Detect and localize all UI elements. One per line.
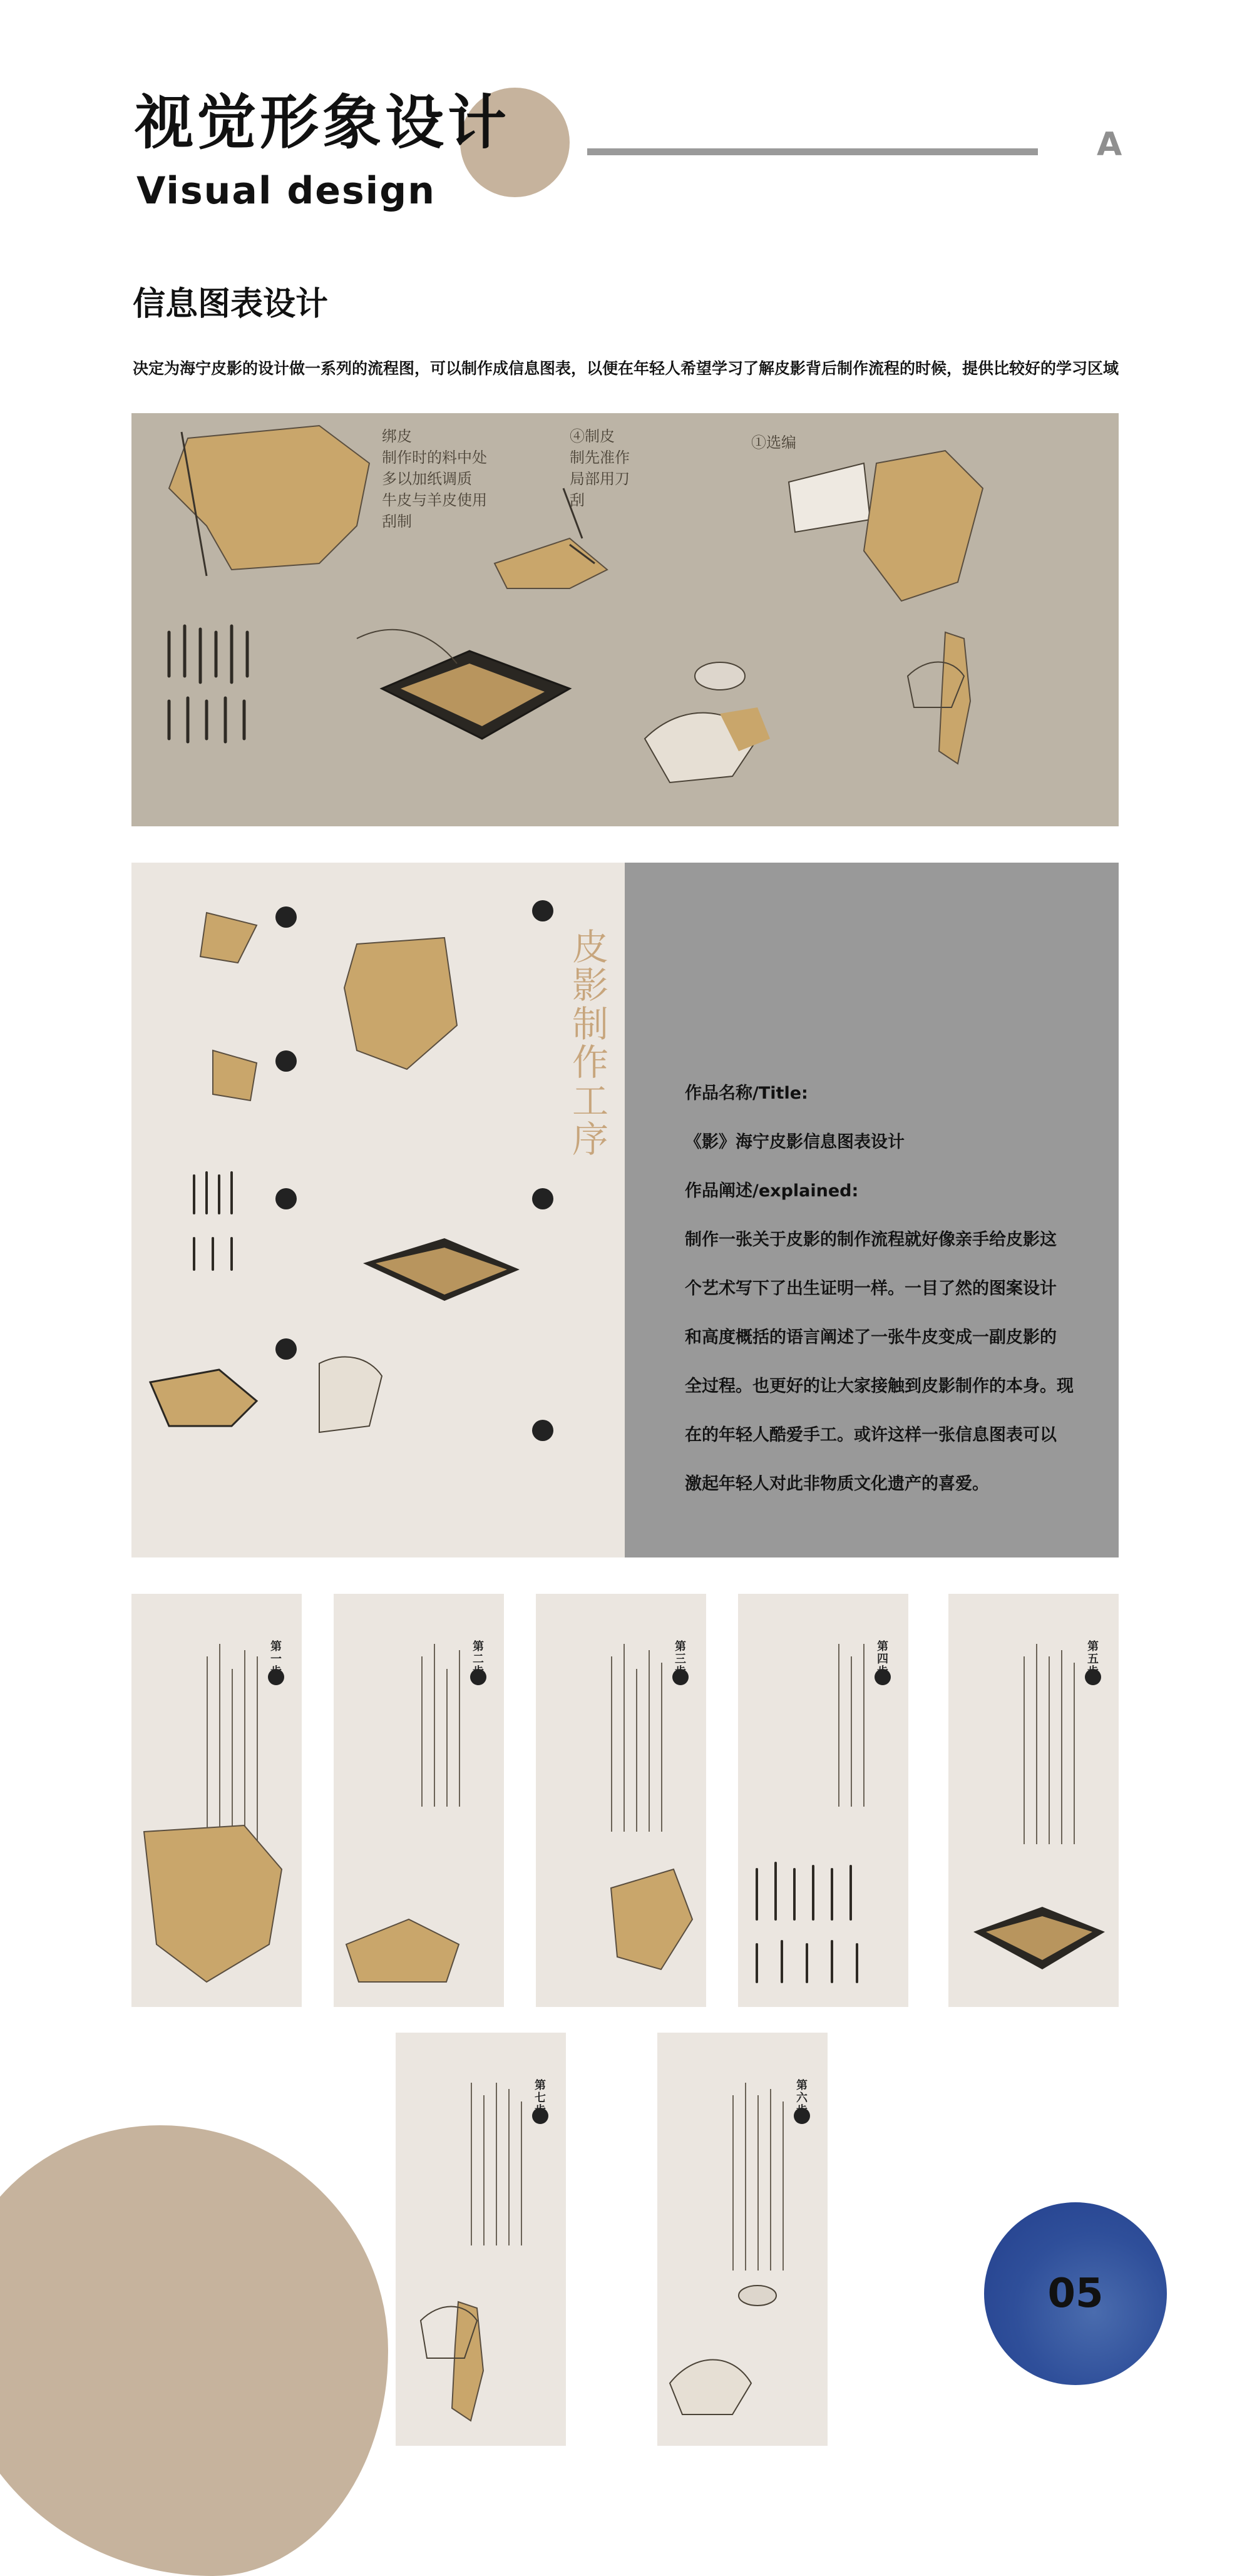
banner-note-3: ①选编 <box>751 434 796 451</box>
step-label: 第一 <box>270 1640 282 1666</box>
step-tag <box>275 1338 297 1360</box>
work-name-label: 作品名称/Title: <box>685 1084 808 1103</box>
step-label: 第三 <box>675 1640 686 1666</box>
page-number: 05 <box>1047 2271 1104 2317</box>
banner-note-2: ④制皮 制先准作 局部用刀 刮 <box>570 428 630 509</box>
card-illustration <box>334 1594 504 2007</box>
work-explained-label: 作品阐述/explained: <box>685 1181 859 1201</box>
step-tag <box>532 1420 553 1441</box>
process-vertical-title: 皮影制作工序 <box>572 926 608 1161</box>
page-title: 视觉形象设计 <box>135 89 511 157</box>
sketch-banner-image <box>131 413 1119 826</box>
step-card <box>657 2033 828 2446</box>
card-illustration <box>131 1594 302 2007</box>
banner-note-1: 绑皮 制作时的料中处 多以加纸调质 牛皮与羊皮使用 刮制 <box>382 428 487 530</box>
section-description: 决定为海宁皮影的设计做一系列的流程图，可以制作成信息图表，以便在年轻人希望学习了解皮影背后制作流程的时候，提供比较好的学习区域 <box>133 359 1119 377</box>
step-tag <box>275 1188 297 1209</box>
step-card <box>948 1594 1119 2007</box>
corner-letter: A <box>1097 126 1122 163</box>
step-card <box>536 1594 706 2007</box>
decor-blob <box>0 2125 388 2576</box>
explained-line: 个艺术写下了出生证明一样。一目了然的图案设计 <box>685 1279 1057 1298</box>
work-name: 《影》海宁皮影信息图表设计 <box>685 1132 905 1152</box>
step-card <box>334 1594 504 2007</box>
explained-line: 激起年轻人对此非物质文化遗产的喜爱。 <box>685 1474 989 1494</box>
description-panel <box>625 863 1119 1557</box>
process-infographic <box>131 863 625 1557</box>
step-label: 第五 <box>1087 1640 1099 1666</box>
explained-line: 和高度概括的语言阐述了一张牛皮变成一副皮影的 <box>685 1328 1057 1347</box>
step-tag <box>275 1050 297 1072</box>
card-illustration <box>657 2033 828 2446</box>
card-illustration <box>536 1594 706 2007</box>
section-title: 信息图表设计 <box>133 285 329 323</box>
card-illustration <box>396 2033 566 2446</box>
step-label: 第四 <box>877 1640 888 1666</box>
header-divider <box>587 148 1038 155</box>
step-card <box>131 1594 302 2007</box>
step-label: 第二 <box>473 1640 484 1666</box>
card-illustration <box>948 1594 1119 2007</box>
page-subtitle: Visual design <box>136 169 436 213</box>
explained-line: 全过程。也更好的让大家接触到皮影制作的本身。现 <box>685 1377 1074 1396</box>
step-tag <box>275 906 297 928</box>
explained-line: 在的年轻人酷爱手工。或许这样一张信息图表可以 <box>685 1425 1057 1445</box>
step-tag <box>532 900 553 921</box>
work-description <box>685 1069 1098 1509</box>
step-label: 第六 <box>796 2079 808 2105</box>
step-tag <box>532 1188 553 1209</box>
explained-line: 制作一张关于皮影的制作流程就好像亲手给皮影这 <box>685 1230 1057 1250</box>
step-card <box>396 2033 566 2446</box>
step-label: 第七 <box>535 2079 546 2105</box>
step-card <box>738 1594 908 2007</box>
process-illustration <box>131 863 625 1557</box>
infographic-panel <box>131 863 1119 1557</box>
card-illustration <box>738 1594 908 2007</box>
